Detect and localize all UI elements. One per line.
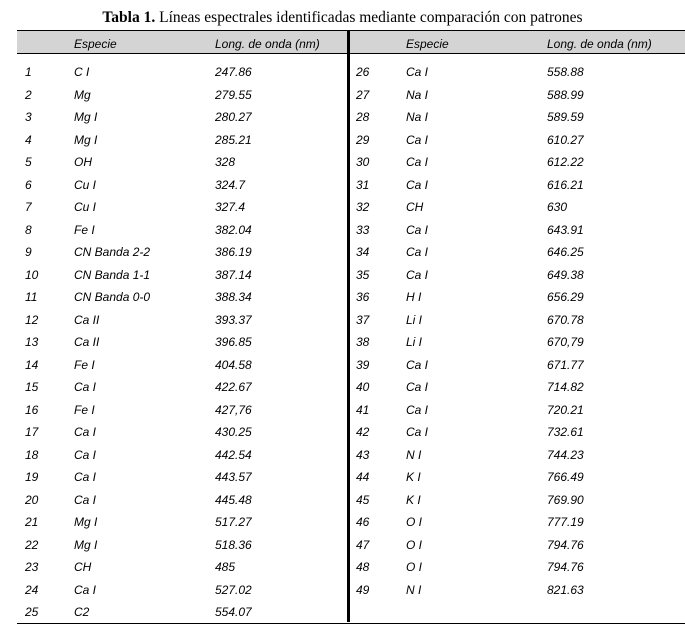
table-row [350,308,685,331]
row-species: Li I [406,312,423,327]
header-wavelength: Long. de onda (nm) [547,37,652,51]
row-species: Mg [74,87,91,102]
row-number: 34 [356,245,370,259]
row-wavelength: 430.25 [215,425,252,439]
row-species: Ca I [406,267,429,282]
row-species: Ca I [406,155,429,169]
row-number: 15 [25,380,39,394]
table-row [350,578,685,601]
row-number: 29 [356,132,370,147]
table-row [17,578,347,601]
row-wavelength: 517.27 [215,515,252,529]
row-wavelength: 616.21 [547,177,584,192]
row-species: Ca I [74,470,97,484]
row-number: 49 [356,582,370,597]
row-number: 19 [25,470,39,484]
row-species: Fe I [74,357,95,372]
row-number: 5 [25,155,32,169]
row-number: 38 [356,335,370,349]
row-number: 18 [25,447,39,462]
row-wavelength: 589.59 [547,110,584,124]
header-species: Especie [74,37,117,51]
row-species: CN Banda 2-2 [74,245,151,259]
table-left-half [17,30,347,628]
row-wavelength: 247.86 [215,65,252,79]
table-row [17,128,347,151]
row-species: CH [74,560,92,574]
row-number: 36 [356,290,370,304]
table-row [350,398,685,421]
table-row [17,195,347,218]
row-number: 17 [25,425,39,439]
caption-text: Líneas espectrales identificadas mediante comparación con patrones [155,9,583,26]
table-caption [0,8,685,28]
table-rows-left [17,60,347,623]
table-row [350,353,685,376]
row-number: 8 [25,222,32,237]
row-species: H I [406,290,422,304]
row-species: Cu I [74,200,97,214]
row-number: 48 [356,560,370,574]
row-wavelength: 744.23 [547,447,584,462]
row-number: 43 [356,447,370,462]
row-wavelength: 643.91 [547,222,584,237]
table-row [17,555,347,578]
row-number: 6 [25,177,32,192]
table-row [350,263,685,286]
row-number: 40 [356,380,370,394]
table-row [17,353,347,376]
row-species: O I [406,537,423,552]
table-row [17,375,347,398]
row-wavelength: 769.90 [547,492,584,507]
row-wavelength: 280.27 [215,110,252,124]
row-species: Ca I [406,380,429,394]
row-species: Ca I [406,222,429,237]
row-number: 42 [356,425,370,439]
table-right-half [350,30,685,628]
row-wavelength: 279.55 [215,87,252,102]
table-row [350,443,685,466]
row-wavelength: 393.37 [215,312,252,327]
row-wavelength: 422.67 [215,380,252,394]
row-species: Na I [406,87,429,102]
row-species: Na I [406,110,429,124]
header-species: Especie [406,37,449,51]
table-header-left [17,30,347,54]
table-row [17,465,347,488]
table-row [350,150,685,173]
table-row [350,218,685,241]
row-species: Ca I [74,447,97,462]
row-number: 16 [25,402,39,417]
row-species: CN Banda 1-1 [74,267,151,282]
table-row [350,240,685,263]
row-wavelength: 612.22 [547,155,584,169]
row-number: 44 [356,470,370,484]
row-wavelength: 445.48 [215,492,252,507]
row-species: K I [406,470,421,484]
table-row [350,105,685,128]
table-row [17,105,347,128]
row-number: 24 [25,582,39,597]
row-number: 33 [356,222,370,237]
table-row [350,195,685,218]
table-row [17,60,347,83]
row-species: Ca I [406,402,429,417]
row-species: Ca I [406,425,429,439]
row-wavelength: 327.4 [215,200,246,214]
row-wavelength: 821.63 [547,582,584,597]
row-species: Li I [406,335,423,349]
row-wavelength: 404.58 [215,357,252,372]
row-species: Mg I [74,515,98,529]
table-row [350,488,685,511]
row-species: Ca I [406,177,429,192]
row-number: 41 [356,402,370,417]
row-number: 30 [356,155,370,169]
row-wavelength: 656.29 [547,290,584,304]
row-wavelength: 794.76 [547,560,584,574]
row-wavelength: 732.61 [547,425,584,439]
row-species: O I [406,560,423,574]
table-row [350,60,685,83]
table-row [17,600,347,623]
table-row [17,285,347,308]
row-wavelength: 588.99 [547,87,584,102]
row-number: 23 [25,560,39,574]
table-row [17,398,347,421]
row-wavelength: 382.04 [215,222,252,237]
row-species: K I [406,492,421,507]
table-row [350,173,685,196]
row-number: 26 [356,65,370,79]
row-number: 12 [25,312,39,327]
row-wavelength: 670,79 [547,335,584,349]
row-species: Cu I [74,177,97,192]
row-number: 46 [356,515,370,529]
row-species: Mg I [74,537,98,552]
row-number: 32 [356,200,370,214]
row-species: CH [406,200,424,214]
row-number: 28 [356,110,370,124]
row-number: 11 [25,290,38,304]
table-row [350,555,685,578]
row-wavelength: 443.57 [215,470,252,484]
row-wavelength: 720.21 [547,402,584,417]
row-species: O I [406,515,423,529]
row-wavelength: 630 [547,200,568,214]
row-species: Ca I [74,425,97,439]
table-row [17,308,347,331]
table-row [350,465,685,488]
row-wavelength: 670.78 [547,312,584,327]
row-species: Ca I [74,582,97,597]
row-wavelength: 527.02 [215,582,252,597]
row-species: C I [74,65,90,79]
table-row [17,263,347,286]
row-number: 31 [356,177,370,192]
row-wavelength: 388.34 [215,290,252,304]
row-wavelength: 714.82 [547,380,584,394]
row-species: Ca II [74,335,100,349]
row-wavelength: 324.7 [215,177,246,192]
row-wavelength: 558.88 [547,65,584,79]
table-row [350,420,685,443]
row-species: CN Banda 0-0 [74,290,151,304]
caption-label: Tabla 1. [102,9,156,26]
row-species: Ca I [74,380,97,394]
row-species: OH [74,155,92,169]
row-wavelength: 646.25 [547,245,584,259]
header-wavelength: Long. de onda (nm) [215,37,320,51]
row-species: N I [406,582,422,597]
row-species: N I [406,447,422,462]
table-row [17,510,347,533]
row-number: 7 [25,200,32,214]
table-row [17,330,347,353]
row-species: Fe I [74,402,95,417]
column-divider [347,30,350,622]
row-species: Ca I [406,132,429,147]
row-number: 9 [25,245,32,259]
row-species: Ca II [74,312,100,327]
table-row [350,375,685,398]
table-row [350,510,685,533]
table-row [17,83,347,106]
row-number: 2 [25,87,32,102]
row-wavelength: 387.14 [215,267,252,282]
row-species: Ca I [406,245,429,259]
row-number: 37 [356,312,370,327]
table-row [17,420,347,443]
table-row [17,173,347,196]
row-wavelength: 777.19 [547,515,584,529]
row-wavelength: 285.21 [215,132,252,147]
row-wavelength: 386.19 [215,245,252,259]
spectral-lines-table [17,30,685,628]
row-number: 39 [356,357,370,372]
row-number: 21 [25,515,39,529]
row-number: 25 [25,605,39,619]
row-species: Ca I [406,357,429,372]
table-row [350,128,685,151]
row-species: Mg I [74,110,98,124]
table-row [17,240,347,263]
row-wavelength: 485 [215,560,236,574]
row-number: 27 [356,87,370,102]
row-number: 20 [25,492,39,507]
row-wavelength: 671.77 [547,357,584,372]
table-bottom-rule [17,623,685,624]
table-row [350,533,685,556]
row-number: 14 [25,357,39,372]
row-wavelength: 442.54 [215,447,252,462]
row-number: 1 [25,65,32,79]
row-number: 22 [25,537,39,552]
row-species: Ca I [406,65,429,79]
table-row [17,218,347,241]
row-species: Ca I [74,492,97,507]
row-number: 35 [356,267,370,282]
row-number: 45 [356,492,370,507]
row-species: C2 [74,605,90,619]
table-row [17,150,347,173]
table-row [17,488,347,511]
row-number: 4 [25,132,32,147]
row-wavelength: 427,76 [215,402,252,417]
table-row [350,285,685,308]
row-wavelength: 610.27 [547,132,584,147]
row-number: 47 [356,537,370,552]
row-wavelength: 649.38 [547,267,584,282]
row-number: 13 [25,335,39,349]
row-wavelength: 766.49 [547,470,584,484]
row-number: 10 [25,267,39,282]
table-row [17,533,347,556]
table-header-right [350,30,685,54]
table-row [350,83,685,106]
row-wavelength: 518.36 [215,537,252,552]
row-species: Mg I [74,132,98,147]
table-row [17,443,347,466]
row-wavelength: 328 [215,155,236,169]
table-row [350,330,685,353]
row-wavelength: 554.07 [215,605,252,619]
row-number: 3 [25,110,32,124]
row-species: Fe I [74,222,95,237]
row-wavelength: 396.85 [215,335,252,349]
table-rows-right [350,60,685,600]
row-wavelength: 794.76 [547,537,584,552]
